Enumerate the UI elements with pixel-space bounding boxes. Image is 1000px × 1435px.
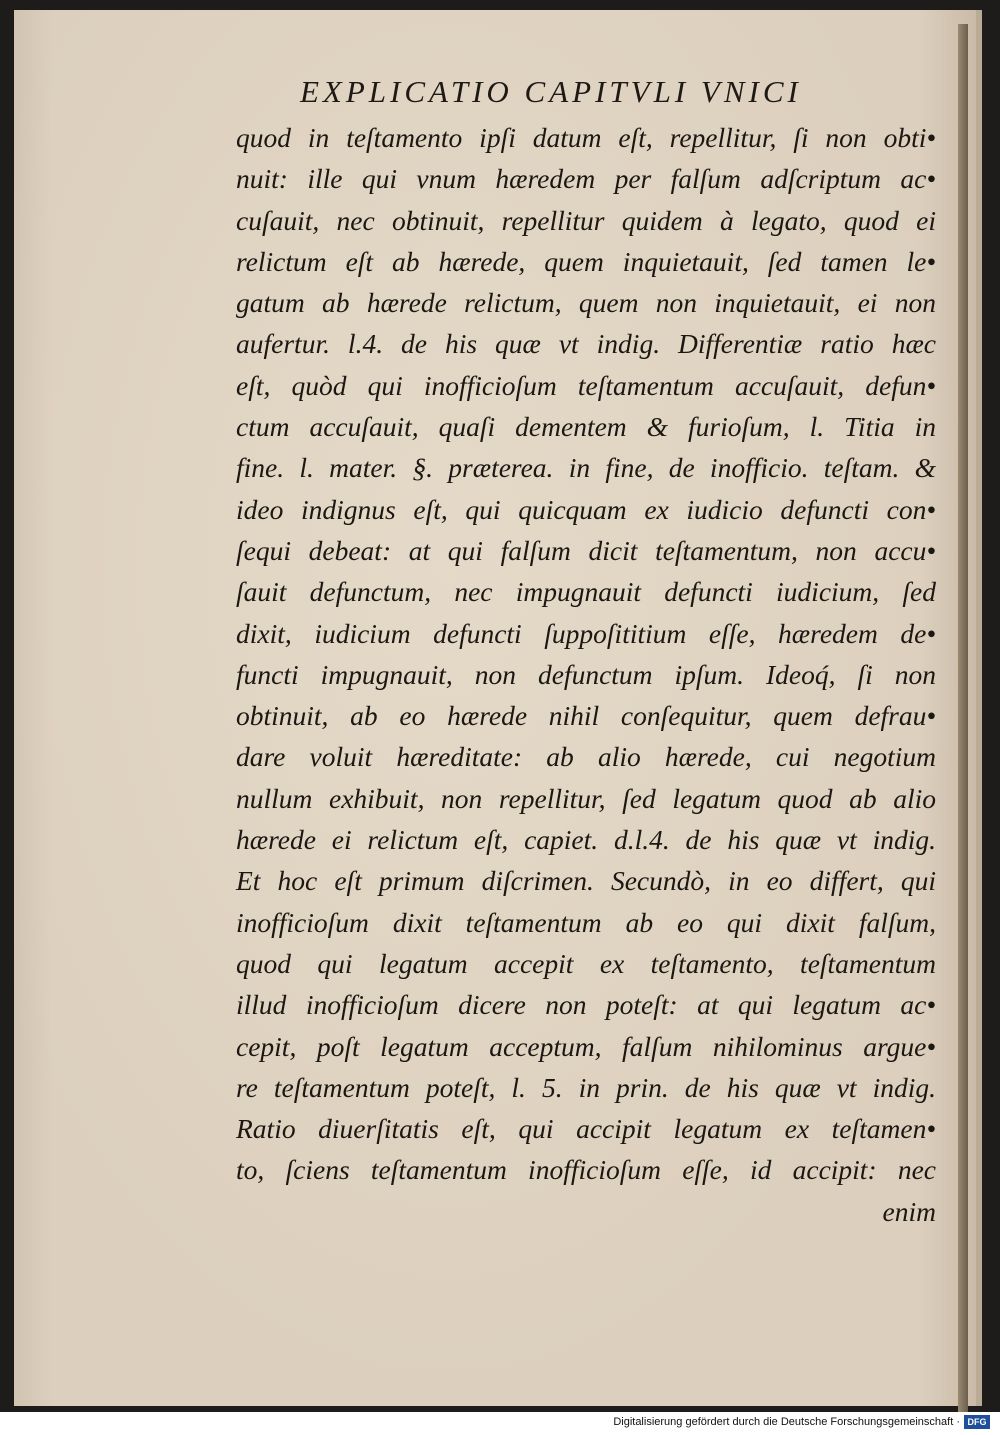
text-line: re teſtamentum poteſt, l. 5. in prin. de his quæ vt indig. (236, 1071, 936, 1103)
catchword: enim (882, 1195, 936, 1227)
text-line: nullum exhibuit, non repellitur, ſed legatum quod ab alio (236, 782, 936, 814)
text-line: to, ſciens teſtamentum inofficioſum eſſe, id accipit: nec (236, 1154, 936, 1186)
text-line: cuſauit, nec obtinuit, repellitur quidem à legato, quod ei (236, 204, 936, 236)
text-line: fine. l. mater. §. præterea. in fine, de inofficio. teſtam. & (236, 452, 936, 484)
text-line: ideo indignus eſt, qui quicquam ex iudicio defuncti con• (236, 493, 936, 525)
text-line: cepit, poſt legatum acceptum, falſum nihilominus argue• (236, 1030, 936, 1062)
text-line: quod in teſtamento ipſi datum eſt, repellitur, ſi non obti• (236, 122, 936, 153)
footer-bar (0, 1412, 1000, 1435)
text-line: Et hoc eſt primum diſcrimen. Secundò, in eo differt, qui (236, 865, 936, 897)
text-line: gatum ab hærede relictum, quem non inquietauit, ei non (236, 287, 936, 319)
text-line: ſauit defunctum, nec impugnauit defuncti iudicium, ſed (236, 576, 936, 608)
funding-credit: Digitalisierung gefördert durch die Deutsche Forschungsgemeinschaft · (613, 1416, 960, 1428)
text-line: dixit, iudicium defuncti ſuppoſititium eſſe, hæredem de• (236, 617, 936, 649)
text-line: obtinuit, ab eo hærede nihil conſequitur, quem defrau• (236, 700, 936, 732)
body-text (236, 117, 936, 1232)
text-line: ctum accuſauit, quaſi dementem & furioſum, l. Titia in (236, 411, 936, 443)
text-line: illud inofficioſum dicere non poteſt: at qui legatum ac• (236, 989, 936, 1021)
text-line: eſt, quòd qui inofficioſum teſtamentum accuſauit, defun• (236, 369, 936, 401)
running-head: EXPLICATIO CAPITVLI VNICI (300, 74, 802, 109)
dfg-logo: DFG (964, 1415, 990, 1429)
text-line: aufertur. l.4. de his quæ vt indig. Differentiæ ratio hæc (236, 328, 936, 360)
page-edge (958, 24, 968, 1414)
text-line: quod qui legatum accepit ex teſtamento, teſtamentum (236, 947, 936, 979)
text-line: ſequi debeat: at qui falſum dicit teſtamentum, non accu• (236, 534, 936, 566)
text-line: dare voluit hæreditate: ab alio hærede, cui negotium (236, 741, 936, 773)
text-line: Ratio diuerſitatis eſt, qui accipit legatum ex teſtamen• (236, 1113, 936, 1145)
text-line: inofficioſum dixit teſtamentum ab eo qui dixit falſum, (236, 906, 936, 938)
text-line: hærede ei relictum eſt, capiet. d.l.4. de his quæ vt indig. (236, 824, 936, 856)
text-line: nuit: ille qui vnum hæredem per falſum adſcriptum ac• (236, 163, 936, 195)
text-line: functi impugnauit, non defunctum ipſum. Ideoq́, ſi non (236, 658, 936, 690)
text-line: relictum eſt ab hærede, quem inquietauit, ſed tamen le• (236, 245, 936, 277)
